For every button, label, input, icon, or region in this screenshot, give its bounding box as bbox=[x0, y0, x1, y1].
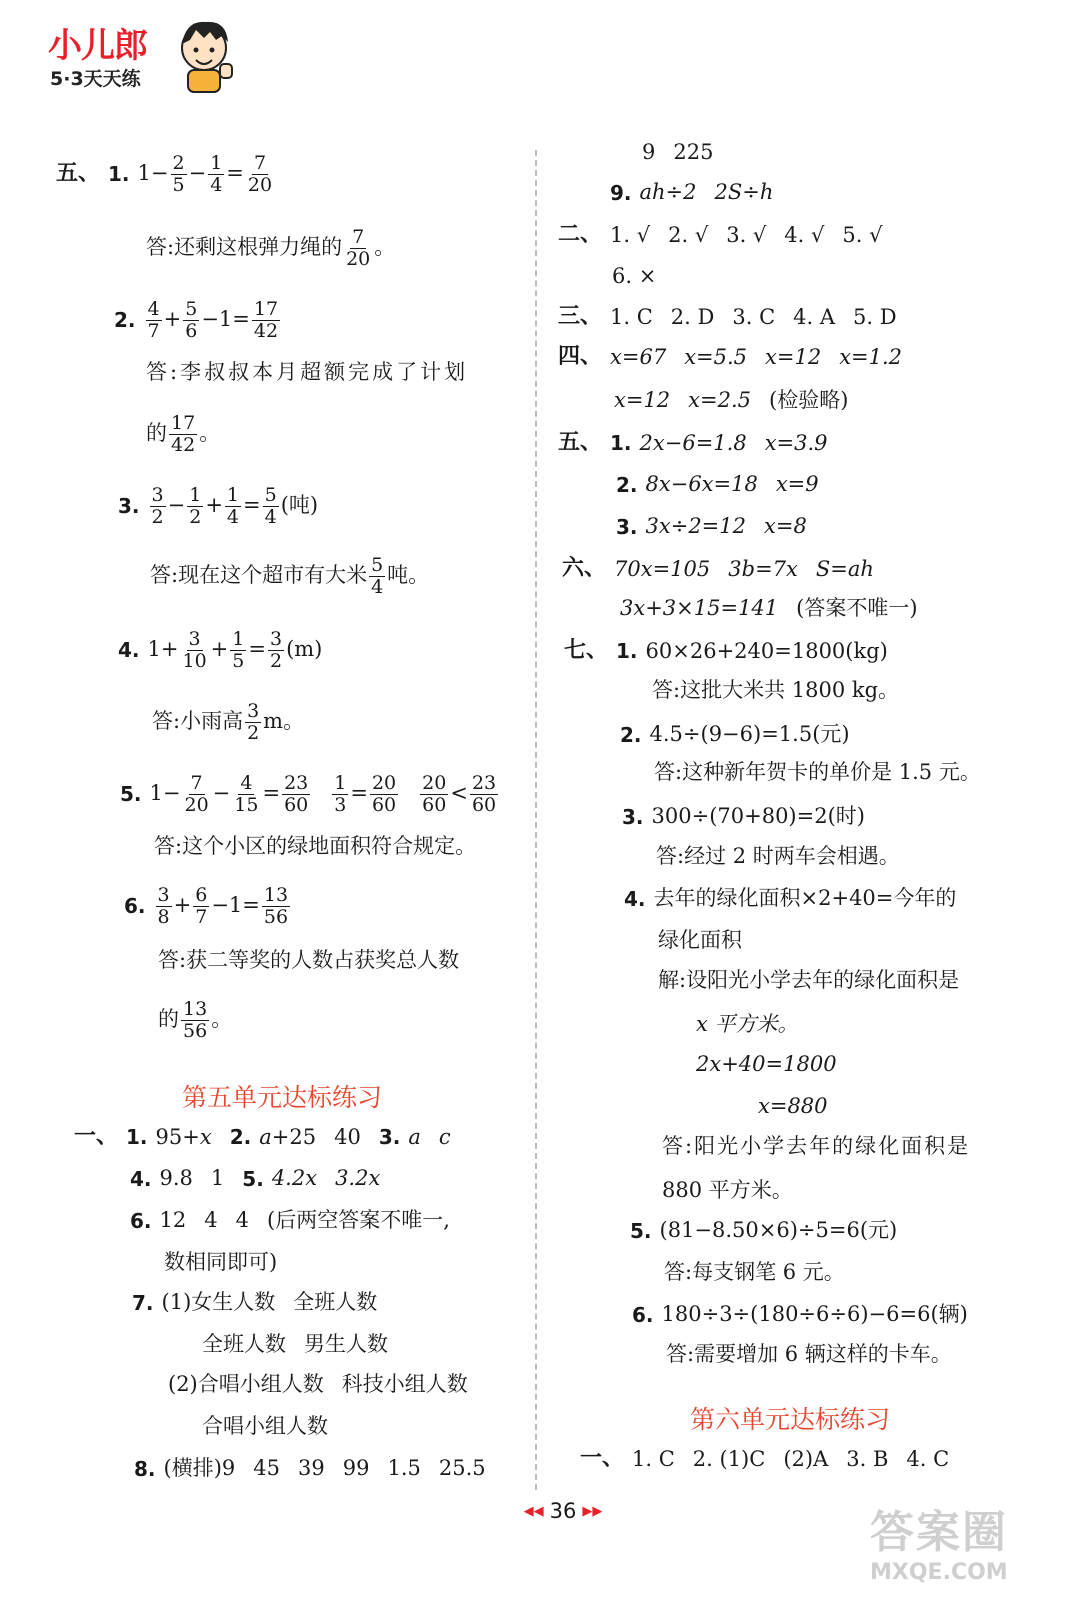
section-heading-unit-6: 第六单元达标练习 bbox=[690, 1405, 891, 1434]
answer-line: 答:这种新年贺卡的单价是 1.5 元。 bbox=[654, 760, 981, 784]
fraction: $\frac{1}{3}$ bbox=[334, 771, 347, 816]
fraction: $\frac{20}{60}$ bbox=[371, 771, 397, 816]
answer-line: 2x+40=1800 bbox=[696, 1052, 837, 1076]
answer-line: x=12 x=2.5 (检验略) bbox=[614, 388, 849, 412]
fraction: $\frac{20}{60}$ bbox=[422, 771, 447, 816]
answer-line: 4. 1+ $\frac{3}{10}$ + $\frac{1}{5}$ = $\frac{3}{2}$ (m) bbox=[118, 627, 323, 672]
answer-line: 8. (横排)9 45 39 99 1.5 25.5 bbox=[134, 1456, 486, 1481]
fraction: $\frac{5}{4}$ bbox=[371, 553, 384, 598]
answer-line: 4. 去年的绿化面积×2+40=今年的 bbox=[624, 886, 957, 911]
answer-line: 6. $\frac{3}{8}$ + $\frac{6}{7}$ −1= $\frac{13}{56}$ bbox=[124, 883, 289, 928]
fraction: $\frac{17}{42}$ bbox=[253, 297, 279, 342]
answer-line: 答:这个小区的绿地面积符合规定。 bbox=[154, 834, 477, 858]
answer-line: 答:这批大米共 1800 kg。 bbox=[652, 678, 900, 702]
fraction: $\frac{1}{2}$ bbox=[189, 483, 202, 528]
logo-title: 小儿郎 bbox=[48, 26, 147, 66]
answer-line: 解:设阳光小学去年的绿化面积是 bbox=[658, 968, 960, 992]
answer-line: 答:阳光小学去年的绿化面积是 bbox=[662, 1134, 971, 1158]
answer-line: 2. 8x−6x=18 x=9 bbox=[616, 472, 819, 497]
fraction: $\frac{23}{60}$ bbox=[471, 771, 497, 816]
answer-line: 的 $\frac{13}{56}$ 。 bbox=[158, 997, 233, 1042]
next-arrows-icon: ▶▶ bbox=[582, 1503, 603, 1519]
fraction: $\frac{7}{20}$ bbox=[247, 151, 273, 196]
fraction: $\frac{4}{15}$ bbox=[234, 771, 259, 816]
answer-line: 一、 1. C 2. (1)C (2)A 3. B 4. C bbox=[580, 1446, 950, 1471]
fraction: $\frac{13}{56}$ bbox=[263, 883, 289, 928]
fraction: $\frac{3}{8}$ bbox=[157, 883, 170, 928]
answer-line: 五、 1. 1− $\frac{2}{5}$ − $\frac{1}{4}$ = $\frac{7}{20}$ bbox=[56, 151, 273, 196]
answer-line: 数相同即可) bbox=[164, 1250, 278, 1274]
answer-line: x=880 bbox=[758, 1094, 828, 1118]
fraction: $\frac{23}{60}$ bbox=[284, 771, 309, 816]
answer-line: 答:李叔叔本月超额完成了计划 bbox=[146, 360, 469, 384]
fraction: $\frac{3}{10}$ bbox=[182, 627, 207, 672]
answer-line: 合唱小组人数 bbox=[202, 1414, 328, 1438]
fraction: $\frac{3}{2}$ bbox=[247, 699, 260, 744]
fraction: $\frac{5}{4}$ bbox=[264, 483, 277, 528]
answer-line: 3x+3×15=141 (答案不唯一) bbox=[620, 596, 918, 620]
answer-line: 7. (1)女生人数 全班人数 bbox=[132, 1290, 378, 1315]
column-divider bbox=[535, 150, 537, 1490]
answer-line: 5. (81−8.50×6)÷5=6(元) bbox=[630, 1218, 898, 1243]
fraction: $\frac{17}{42}$ bbox=[171, 411, 196, 456]
answer-line: 答:还剩这根弹力绳的 $\frac{7}{20}$ 。 bbox=[146, 225, 396, 270]
answer-line: 2. $\frac{4}{7}$ + $\frac{5}{6}$ −1= $\frac{17}{42}$ bbox=[114, 297, 279, 342]
answer-line: 三、 1. C 2. D 3. C 4. A 5. D bbox=[558, 304, 897, 329]
watermark: 答案圈 MXQE.COM bbox=[870, 1507, 1008, 1585]
answer-line: 9. ah÷2 2S÷h bbox=[610, 180, 774, 205]
answer-line: 3. $\frac{3}{2}$ − $\frac{1}{2}$ + $\frac{1}{4}$ = $\frac{5}{4}$ (吨) bbox=[118, 483, 319, 528]
page-number-bar bbox=[478, 1494, 648, 1528]
fraction: $\frac{7}{20}$ bbox=[184, 771, 209, 816]
answer-line: 3. 300÷(70+80)=2(时) bbox=[622, 804, 865, 829]
mascot-icon bbox=[168, 14, 240, 94]
answer-line: 880 平方米。 bbox=[662, 1178, 793, 1202]
answer-line: 六、 70x=105 3b=7x S=ah bbox=[562, 556, 874, 581]
fraction: $\frac{1}{4}$ bbox=[226, 483, 240, 528]
fraction: $\frac{5}{6}$ bbox=[185, 297, 198, 342]
brand-logo bbox=[40, 14, 240, 94]
answer-line: 2. 4.5÷(9−6)=1.5(元) bbox=[620, 722, 850, 747]
fraction: $\frac{7}{20}$ bbox=[346, 225, 371, 270]
fraction: $\frac{1}{4}$ bbox=[210, 151, 223, 196]
fraction: $\frac{2}{5}$ bbox=[172, 151, 185, 196]
answer-line: 七、 1. 60×26+240=1800(kg) bbox=[564, 638, 888, 664]
fraction: $\frac{3}{2}$ bbox=[151, 483, 164, 528]
answer-line: 一、 1. 95+ x 2. a +25 40 3. a c bbox=[74, 1124, 451, 1150]
answer-line: 全班人数 男生人数 bbox=[202, 1332, 388, 1356]
fraction: $\frac{4}{7}$ bbox=[147, 297, 160, 342]
answer-line: 答:现在这个超市有大米 $\frac{5}{4}$ 吨。 bbox=[150, 553, 430, 598]
answer-line: 四、 x=67 x=5.5 x=12 x=1.2 bbox=[558, 344, 903, 369]
answer-line: 6. 180÷3÷(180÷6÷6)−6=6(辆) bbox=[632, 1302, 968, 1327]
answer-line: 3. 3x÷2=12 x=8 bbox=[616, 514, 807, 539]
logo-subtitle: 5·3天天练 bbox=[50, 68, 141, 90]
answer-line: 五、 1. 2x−6=1.8 x=3.9 bbox=[558, 430, 828, 456]
answer-line: 答:小雨高 $\frac{3}{2}$ m。 bbox=[152, 699, 305, 744]
section-heading-unit-5: 第五单元达标练习 bbox=[182, 1083, 383, 1112]
answer-line: 答:经过 2 时两车会相遇。 bbox=[656, 844, 900, 868]
answer-line: 答:每支钢笔 6 元。 bbox=[664, 1260, 845, 1284]
answer-line: 5. 1− $\frac{7}{20}$ − $\frac{4}{15}$ = $\frac{23}{60}$ $\frac{1}{3}$ = $\frac{20}{60}$ $\frac{20}{60}$ < $\frac{23}{60}$ bbox=[120, 771, 497, 816]
answer-line: 6. 12 4 4 (后两空答案不唯一, bbox=[130, 1208, 450, 1233]
answer-line: 9 225 bbox=[642, 140, 714, 164]
prev-arrows-icon: ◀◀ bbox=[523, 1503, 544, 1519]
answer-line: 答:需要增加 6 辆这样的卡车。 bbox=[666, 1342, 952, 1366]
answer-line: 答:获二等奖的人数占获奖总人数 bbox=[158, 948, 460, 972]
fraction: $\frac{3}{2}$ bbox=[269, 627, 283, 672]
answer-line: 绿化面积 bbox=[658, 928, 742, 952]
fraction: $\frac{13}{56}$ bbox=[183, 997, 208, 1042]
answer-line: x 平方米。 bbox=[696, 1012, 799, 1036]
answer-line: 的 $\frac{17}{42}$ 。 bbox=[146, 411, 221, 456]
answer-line: (2)合唱小组人数 科技小组人数 bbox=[168, 1372, 468, 1396]
answer-line: 二、 1. √ 2. √ 3. √ 4. √ 5. √ bbox=[558, 222, 883, 247]
answer-line: 6. × bbox=[612, 264, 657, 288]
fraction: $\frac{1}{5}$ bbox=[232, 627, 245, 672]
fraction: $\frac{6}{7}$ bbox=[195, 883, 208, 928]
page-number: 36 bbox=[549, 1499, 577, 1523]
answer-line: 4. 9.8 1 5. 4.2x 3.2x bbox=[130, 1166, 381, 1191]
